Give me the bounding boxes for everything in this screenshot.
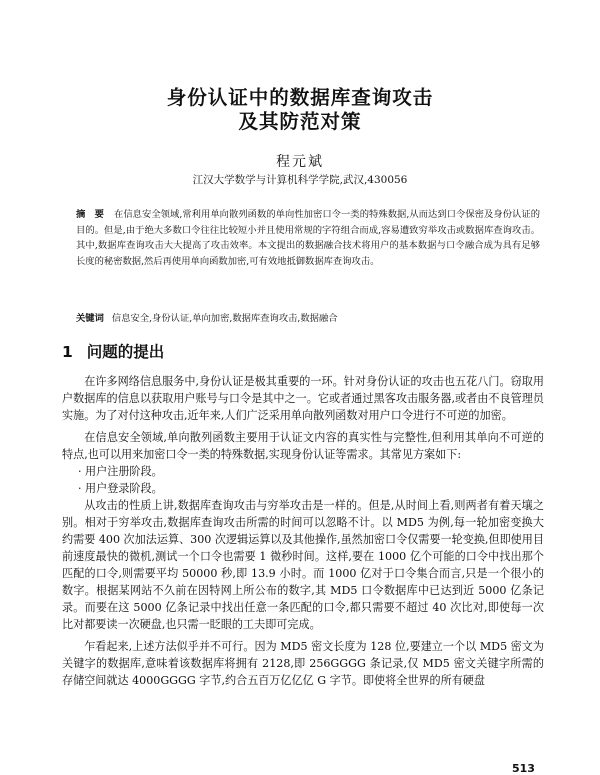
keywords-text: 信息安全,身份认证,单向加密,数据库查询攻击,数据融合: [111, 313, 338, 324]
page-number: 513: [512, 762, 535, 775]
paragraph: 从攻击的性质上讲,数据库查询攻击与穷举攻击是一样的。但是,从时间上看,则两者有着天壤之别。相对于穷举攻击,数据库查询攻击所需的时间可以忽略不计。以 MD5 为例,每一轮加密变换大约需要 400 次加法运算、300 次逻辑运算以及其他操作,虽然加密口令仅需要一轮变换,但即使用目前速度最快的微机,测试一个口令也需要 1 微秒时间。这样,要在 1000 亿个可能的口令中找出那个匹配的口令,则需要平均 50000 秒,即 13.9 小时。而 1000 亿对于口令集合而言,只是一个很小的数字。根据某网站不久前在因特网上所公布的数字,其 MD5 口令数据库中已达到近 5000 亿条记录。而要在这 5000 亿条记录中找出任意一条匹配的口令,都只需要不超过 40 次比对,即使每一次比对都要读一次硬盘,也只需一眨眼的工夫即可完成。: [62, 499, 544, 631]
paper-title-line-1: 身份认证中的数据库查询攻击: [166, 86, 434, 109]
paragraph: 乍看起来,上述方法似乎并不可行。因为 MD5 密文长度为 128 位,要建立一个以 MD5 密文为关键字的数据库,意味着该数据库将拥有 2128,即 256GGGG 条记录,仅 MD5 密文关键字所需的存储空间就达 4000GGGG 字节,约合五百万亿亿亿 G 字节。即使将全世界的所有硬盘: [62, 640, 544, 687]
abstract: [76, 207, 540, 269]
section-heading: [62, 340, 164, 362]
abstract-text: 在信息安全领域,常利用单向散列函数的单向性加密口令一类的特殊数据,从而达到口令保密及身份认证的目的。但是,由于绝大多数口令往往比较短小并且使用常规的字符组合而成,容易遭致穷举攻击或数据库查询攻击。其中,数据库查询攻击大大提高了攻击效率。本文提出的数据融合技术将用户的基本数据与口令融合成为具有足够长度的秘密数据,然后再使用单向函数加密,可有效地抵御数据库查询攻击。: [76, 209, 540, 267]
paragraph: 在信息安全领域,单向散列函数主要用于认证文内容的真实性与完整性,但利用其单向不可逆的特点,也可以用来加密口令一类的特殊数据,实现身份认证等需求。其常见方案如下:: [62, 431, 544, 461]
paper-title-line-2: 及其防范对策: [238, 110, 362, 133]
author-affiliation: 江汉大学数学与计算机科学学院,武汉,430056: [192, 174, 408, 186]
author-name: 程元斌: [276, 154, 324, 170]
keywords: [76, 311, 540, 326]
body-text: [62, 373, 544, 689]
bullet-item: · 用户注册阶段。: [78, 465, 163, 478]
section-title: 问题的提出: [86, 343, 165, 361]
abstract-label: 摘 要: [76, 209, 105, 220]
bullet-item: · 用户登录阶段。: [78, 482, 163, 495]
section-number: 1: [62, 343, 73, 361]
paragraph: 在许多网络信息服务中,身份认证是极其重要的一环。针对身份认证的攻击也五花八门。窃取用户数据库的信息以获取用户账号与口令是其中之一。它或者通过黑客攻击服务器,或者由不良管理员实施。为了对付这种攻击,近年来,人们广泛采用单向散列函数对用户口令进行不可逆的加密。: [62, 375, 544, 422]
keywords-label: 关键词: [76, 313, 104, 324]
